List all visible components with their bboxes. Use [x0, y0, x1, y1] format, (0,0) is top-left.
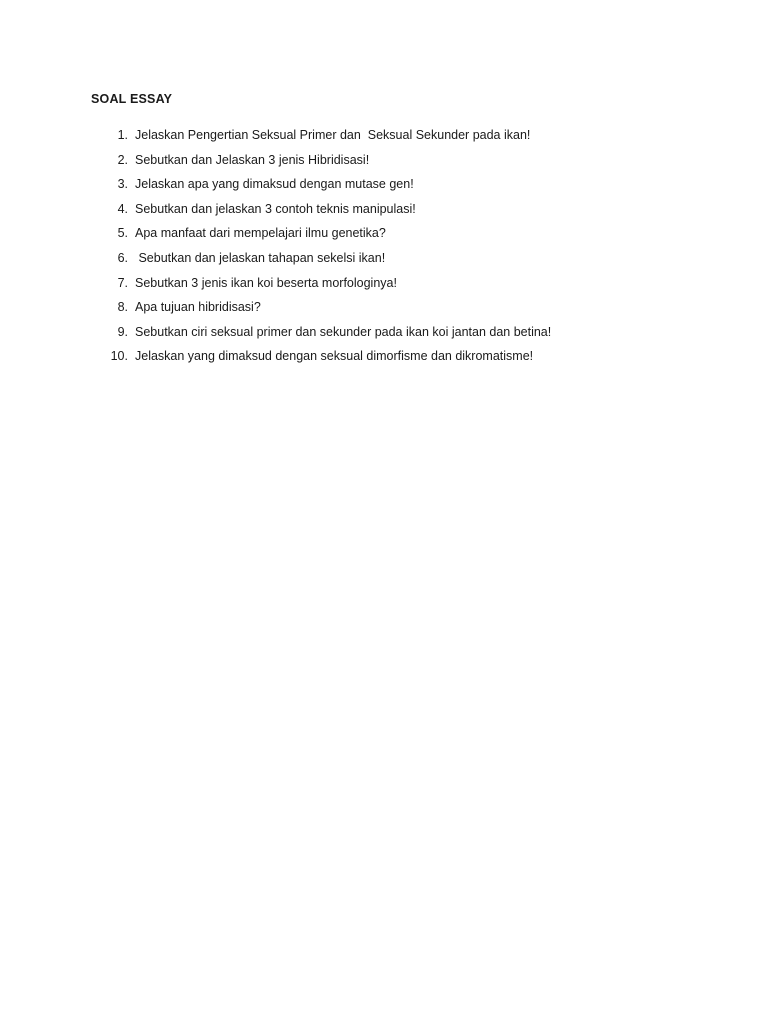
question-number: 8. — [117, 300, 128, 315]
list-item — [0, 275, 768, 300]
question-text: Sebutkan ciri seksual primer dan sekunder pada ikan koi jantan dan betina! — [135, 324, 552, 339]
question-list — [0, 127, 768, 373]
question-number: 1. — [117, 128, 128, 142]
question-number: 10. — [110, 349, 128, 364]
question-text: Jelaskan Pengertian Seksual Primer dan Seksual Sekunder pada ikan! — [135, 128, 531, 142]
question-text: Sebutkan dan jelaskan 3 contoh teknis manipulasi! — [135, 201, 416, 216]
question-number: 6. — [117, 250, 128, 265]
question-number: 7. — [117, 275, 128, 290]
question-number: 5. — [117, 226, 128, 241]
question-text: Apa manfaat dari mempelajari ilmu genetika? — [135, 226, 386, 241]
question-number: 3. — [117, 177, 128, 192]
document-title: SOAL ESSAY — [91, 92, 173, 106]
list-item — [0, 152, 768, 177]
list-item — [0, 299, 768, 324]
question-text: Sebutkan dan jelaskan tahapan sekelsi ikan! — [135, 250, 386, 265]
list-item — [0, 348, 768, 373]
list-item — [0, 176, 768, 201]
list-item — [0, 324, 768, 349]
list-item — [0, 127, 768, 152]
list-item — [0, 250, 768, 275]
list-item — [0, 225, 768, 250]
question-text: Apa tujuan hibridisasi? — [135, 300, 261, 315]
question-number: 9. — [117, 324, 128, 339]
list-item — [0, 201, 768, 226]
question-text: Sebutkan dan Jelaskan 3 jenis Hibridisasi! — [135, 152, 370, 167]
question-text: Jelaskan apa yang dimaksud dengan mutase gen! — [135, 177, 414, 192]
question-number: 2. — [117, 152, 128, 167]
question-text: Jelaskan yang dimaksud dengan seksual dimorfisme dan dikromatisme! — [135, 349, 534, 364]
question-number: 4. — [117, 201, 128, 216]
question-text: Sebutkan 3 jenis ikan koi beserta morfologinya! — [135, 275, 397, 290]
